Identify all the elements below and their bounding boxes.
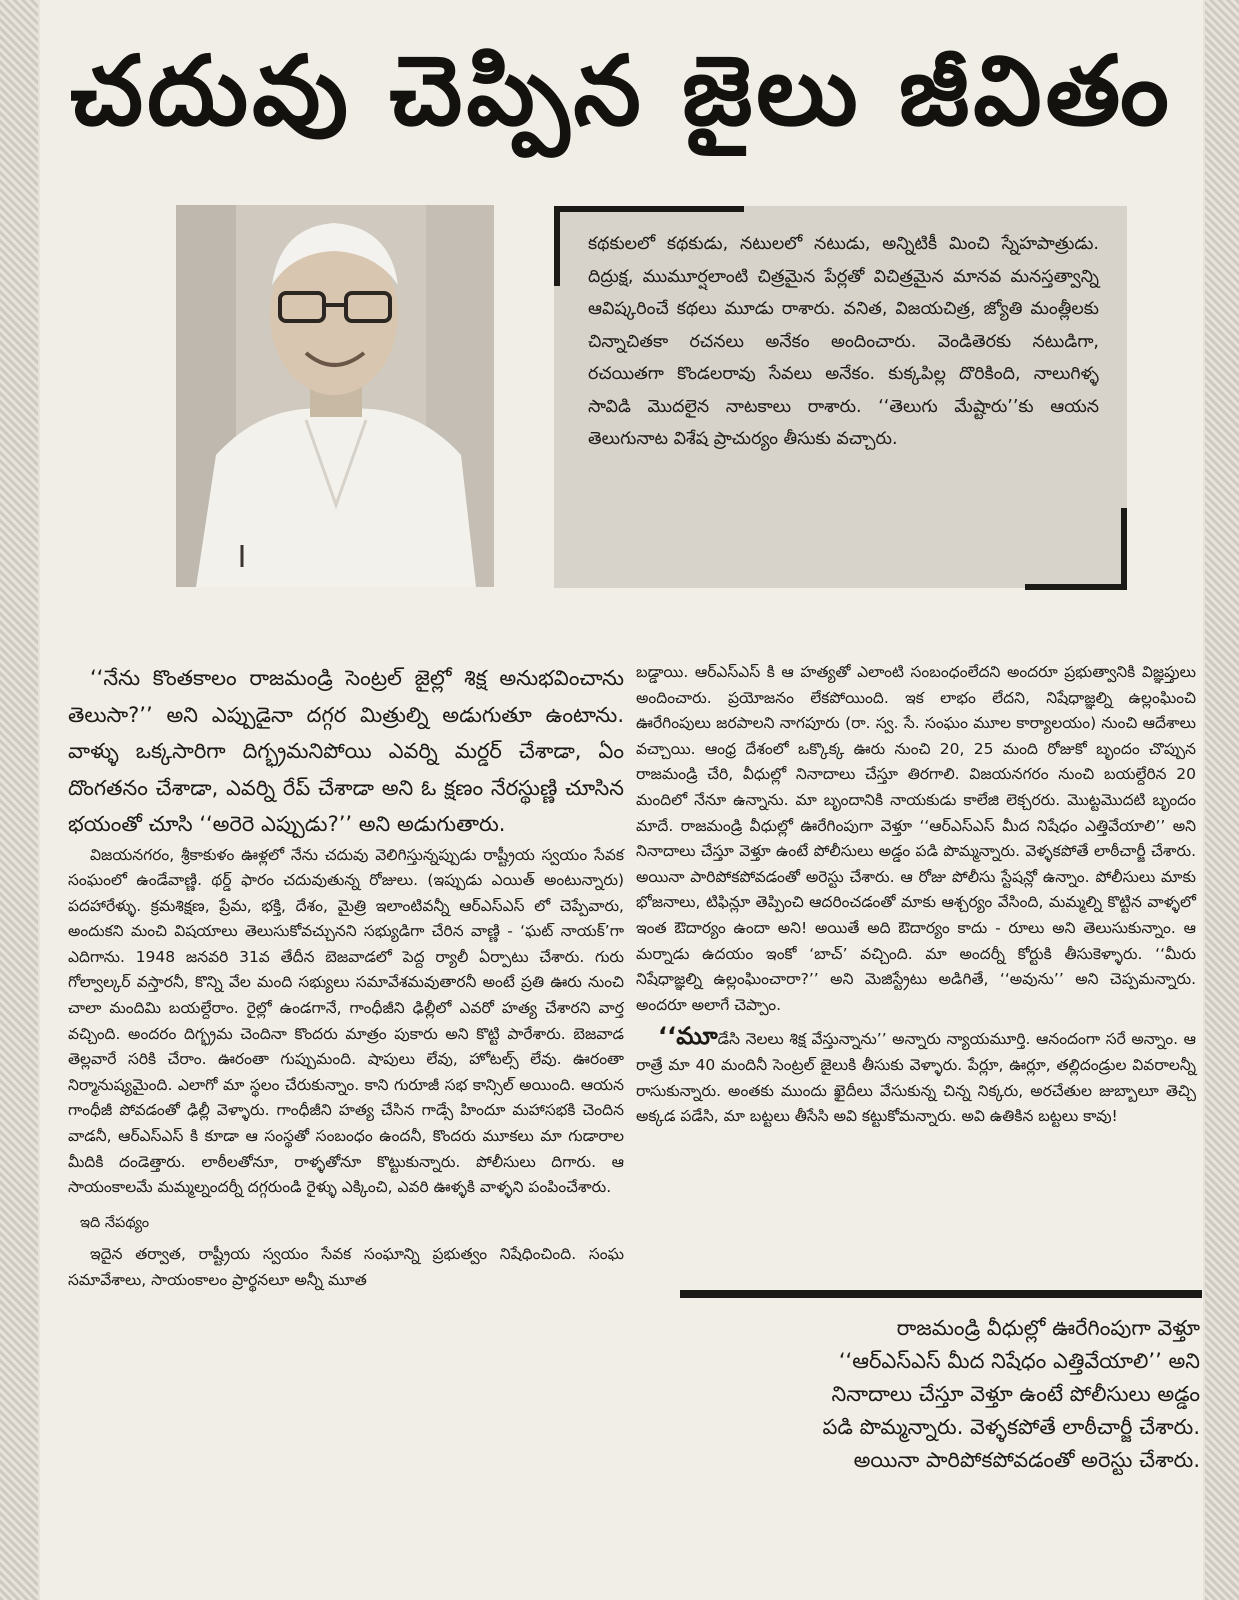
lead-paragraph: ‘‘నేను కొంతకాలం రాజమండ్రి సెంట్రల్ జైల్లో శిక్ష అనుభవించాను తెలుసా?’’ అని ఎప్పుడైనా దగ్గర మిత్రుల్ని అడుగుతూ ఉంటాను. వాళ్ళు ఒక్కసారిగా దిగ్భ్రమనిపోయి ఎవర్ని మర్డర్ చేశాడా, ఏం దొంగతనం చేశాడా, ఎవర్ని రేప్ చేశాడా అని ఓ క్షణం నేరస్థుణ్ణి చూసిన భయంతో చూసి ‘‘అరెరె ఎప్పుడు?’’ అని అడుగుతారు.: [68, 666, 624, 836]
pullquote-line: రాజమండ్రి వీధుల్లో ఊరేగింపుగా వెళ్తూ: [896, 1316, 1200, 1340]
left-margin-texture: [0, 0, 38, 1600]
article-headline: చదువు చెప్పిన జైలు జీవితం: [70, 35, 1173, 147]
body-paragraph-dropcap: [636, 1024, 1196, 1129]
portrait-illustration: [176, 205, 494, 587]
author-bio-text: కథకులలో కథకుడు, నటులలో నటుడు, అన్నిటికీ మించి స్నేహపాత్రుడు. దిద్రుక్ష, ముమూర్షలాంటి చిత్రమైన పేర్లతో విచిత్రమైన మానవ మనస్తత్వాన్ని ఆవిష్కరించే కథలు మూడు రాశారు. వనిత, విజయచిత్ర, జ్యోతి మంత్లీలకు చిన్నాచితకా రచనలు అనేకం అందించారు. వెండితెరకు నటుడిగా, రచయితగా కొండలరావు సేవలు అనేకం. కుక్కపిల్ల దొరికింది, నాలుగిళ్ళ సావిడి మొదలైన నాటకాలు రాశారు. ‘‘తెలుగు మేష్టారు’’కు ఆయన తెలుగునాట విశేష ప్రాచుర్యం తీసుకు వచ్చారు.: [588, 234, 1099, 449]
bio-bracket-top-left: [554, 206, 744, 212]
right-margin-texture: [1205, 0, 1239, 1600]
pullquote-line: నినాదాలు చేస్తూ వెళ్తూ ఉంటే పోలీసులు అడ్డం: [831, 1382, 1200, 1406]
body-paragraph: ఇదైన తర్వాత, రాష్ట్రీయ స్వయం సేవక సంఘాన్ని ప్రభుత్వం నిషేధించింది. సంఘ సమావేశాలు, సాయంకాలం ప్రార్థనలూ అన్నీ మూత: [68, 1245, 624, 1289]
newspaper-page: [40, 0, 1203, 1600]
section-note: ఇది నేపథ్యం: [80, 1214, 150, 1231]
pullquote-rule: [680, 1290, 1202, 1298]
pullquote-line: పడి పొమ్మన్నారు. వెళ్ళకపోతే లాఠీచార్జీ చేశారు.: [822, 1415, 1200, 1439]
body-paragraph: బడ్డాయి. ఆర్ఎస్ఎస్ కి ఆ హత్యతో ఎలాంటి సంబంధంలేదని అందరూ ప్రభుత్వానికి విజ్ఞప్తులు అందించారు. ప్రయోజనం లేకపోయింది. ఇక లాభం లేదని, నిషేధాజ్ఞల్ని ఉల్లంఘించి ఊరేగింపులు జరపాలని నాగపూరు (రా. స్వ. సే. సంఘం మూల కార్యాలయం) నుంచి ఆదేశాలు వచ్చాయి. ఆంధ్ర దేశంలో ఒక్కొక్క ఊరు నుంచి 20, 25 మంది రోజుకో బృందం చొప్పున రాజమండ్రి చేరి, వీధుల్లో నినాదాలు చేస్తూ తిరగాలి. విజయనగరం నుంచి బయల్దేరిన 20 మందిలో నేనూ ఉన్నాను. మా బృందానికి నాయకుడు కాలేజి లెక్చరరు. మొట్టమొదటి బృందం మాదే. రాజమండ్రి వీధుల్లో ఊరేగింపుగా వెళ్తూ ‘‘ఆర్ఎస్ఎస్ మీద నిషేధం ఎత్తివేయాలి’’ అని నినాదాలు చేస్తూ వెళ్తూ ఉంటే పోలీసులు అడ్డం పడి పొమ్మన్నారు. వెళ్ళకపోతే లాఠీచార్జీ చేశారు. అయినా పారిపోకపోవడంతో అరెస్టు చేశారు. ఆ రోజు పోలీసు స్టేషన్లో ఉన్నాం. పోలీసులు మాకు భోజనాలు, టిఫిన్లూ తెప్పించి ఆదరించడంతో మాకు ఆశ్చర్యం వేసింది, మమ్మల్ని కొట్టిన వాళ్ళలో ఇంత ఔదార్యం ఉందా అని! అయితే అది ఔదార్యం కాదు - రూలు అని తెలుసుకున్నాం. ఆ మర్నాడు ఉదయం ఇంకో ‘బాచ్’ వచ్చింది. మా అందర్నీ కోర్టుకి తీసుకెళ్ళారు. ‘‘మీరు నిషేధాజ్ఞల్ని ఉల్లంఘించారా?’’ అని మెజిస్ట్రేటు అడిగితే, ‘‘అవును’’ అని చెప్పమన్నారు. అందరూ అలాగే చెప్పాం.: [636, 663, 1196, 1014]
article-column-right: [636, 660, 1196, 1130]
bio-bracket-bottom-right: [1025, 584, 1127, 590]
author-bio-box: [554, 206, 1127, 588]
pullquote-line: ‘‘ఆర్ఎస్ఎస్ మీద నిషేధం ఎత్తివేయాలి’’ అని: [838, 1349, 1200, 1373]
pullquote: [700, 1312, 1200, 1477]
author-portrait: [176, 205, 494, 587]
pullquote-line: అయినా పారిపోకపోవడంతో అరెస్టు చేశారు.: [853, 1448, 1200, 1472]
body-paragraph: విజయనగరం, శ్రీకాకుళం ఊళ్లలో నేను చదువు వెలిగిస్తున్నప్పుడు రాష్ట్రీయ స్వయం సేవక సంఘంలో ఉండేవాణ్ణి. థర్డ్ ఫారం చదువుతున్న రోజులు. (ఇప్పుడు ఎయిత్ అంటున్నారు) పదహారేళ్ళు. క్రమశిక్షణ, ప్రేమ, భక్తి, దేశం, మైత్రి ఇలాంటివన్నీ ఆర్ఎస్ఎస్ లో చెప్పేవారు, అందుకని మంచి విషయాలు తెలుసుకోవచ్చునని సభ్యుడిగా చేరిన వాణ్ణి - ‘ఘట్ నాయక్’గా ఎదిగాను. 1948 జనవరి 31వ తేదీన బెజవాడలో పెద్ద ర్యాలీ ఏర్పాటు చేశారు. గురు గోల్వాల్కర్ వస్తారనీ, కొన్ని వేల మంది సభ్యులు సమావేశమవుతారనీ అంటే ప్రతి ఊరు నుంచి చాలా మందిమి బయల్దేరాం. రైల్లో ఉండగానే, గాంధీజీని ఢిల్లీలో ఎవరో హత్య చేశారని వార్త వచ్చింది. అందరం దిగ్భ్రమ చెందినా కొందరు మాత్రం పుకారు అని కొట్టి పారేశారు. బెజవాడ తెల్లవారే సరికి చేరాం. ఊరంతా గుప్పుమంది. షాపులు లేవు, హోటల్స్ లేవు. ఊరంతా నిర్మానుష్యమైంది. ఎలాగో మా స్థలం చేరుకున్నాం. కాని గురూజీ సభ కాన్సిల్ అయింది. ఆయన గాంధీజీ పోవడంతో ఢిల్లీ వెళ్ళారు. గాంధీజీని హత్య చేసిన గాడ్సే హిందూ మహాసభకి చెందిన వాడనీ, ఆర్ఎస్ఎస్ కి కూడా ఆ సంస్థతో సంబంధం ఉందనీ, కొందరు మూకలు మా గుడారాల మీదికి దండెత్తారు. లాఠీలతోనూ, రాళ్ళతోనూ కొట్టుకున్నారు. పోలీసులు దిగారు. ఆ సాయంకాలమే మమ్మల్నందర్నీ దగ్గరుండి రైళ్ళు ఎక్కించి, ఎవరి ఊళ్ళకి వాళ్ళని పంపించేశారు.: [68, 845, 624, 1197]
drop-cap: ‘‘మూ: [658, 1022, 718, 1051]
bio-bracket-top-left: [554, 206, 560, 286]
article-column-left: [68, 660, 624, 1294]
body-paragraph-text: డేసి నెలలు శిక్ష వేస్తున్నాను’’ అన్నారు న్యాయమూర్తి. ఆనందంగా సరే అన్నాం. ఆ రాత్రే మా 40 మందినీ సెంట్రల్ జైలుకి తీసుకు వెళ్ళారు. పేర్లూ, ఊర్లూ, తల్లిదండ్రుల వివరాలన్నీ రాసుకున్నారు. అంతకు ముందు ఖైదీలు వేసుకున్న చిన్న నిక్కరు, అరచేతుల జుబ్బాలూ తెచ్చి అక్కడ పడేసి, మా బట్టలు తీసేసి అవి కట్టుకోమన్నారు. అవి ఉతికిన బట్టలు కావు!: [636, 1030, 1196, 1126]
bio-bracket-bottom-right: [1121, 508, 1127, 590]
